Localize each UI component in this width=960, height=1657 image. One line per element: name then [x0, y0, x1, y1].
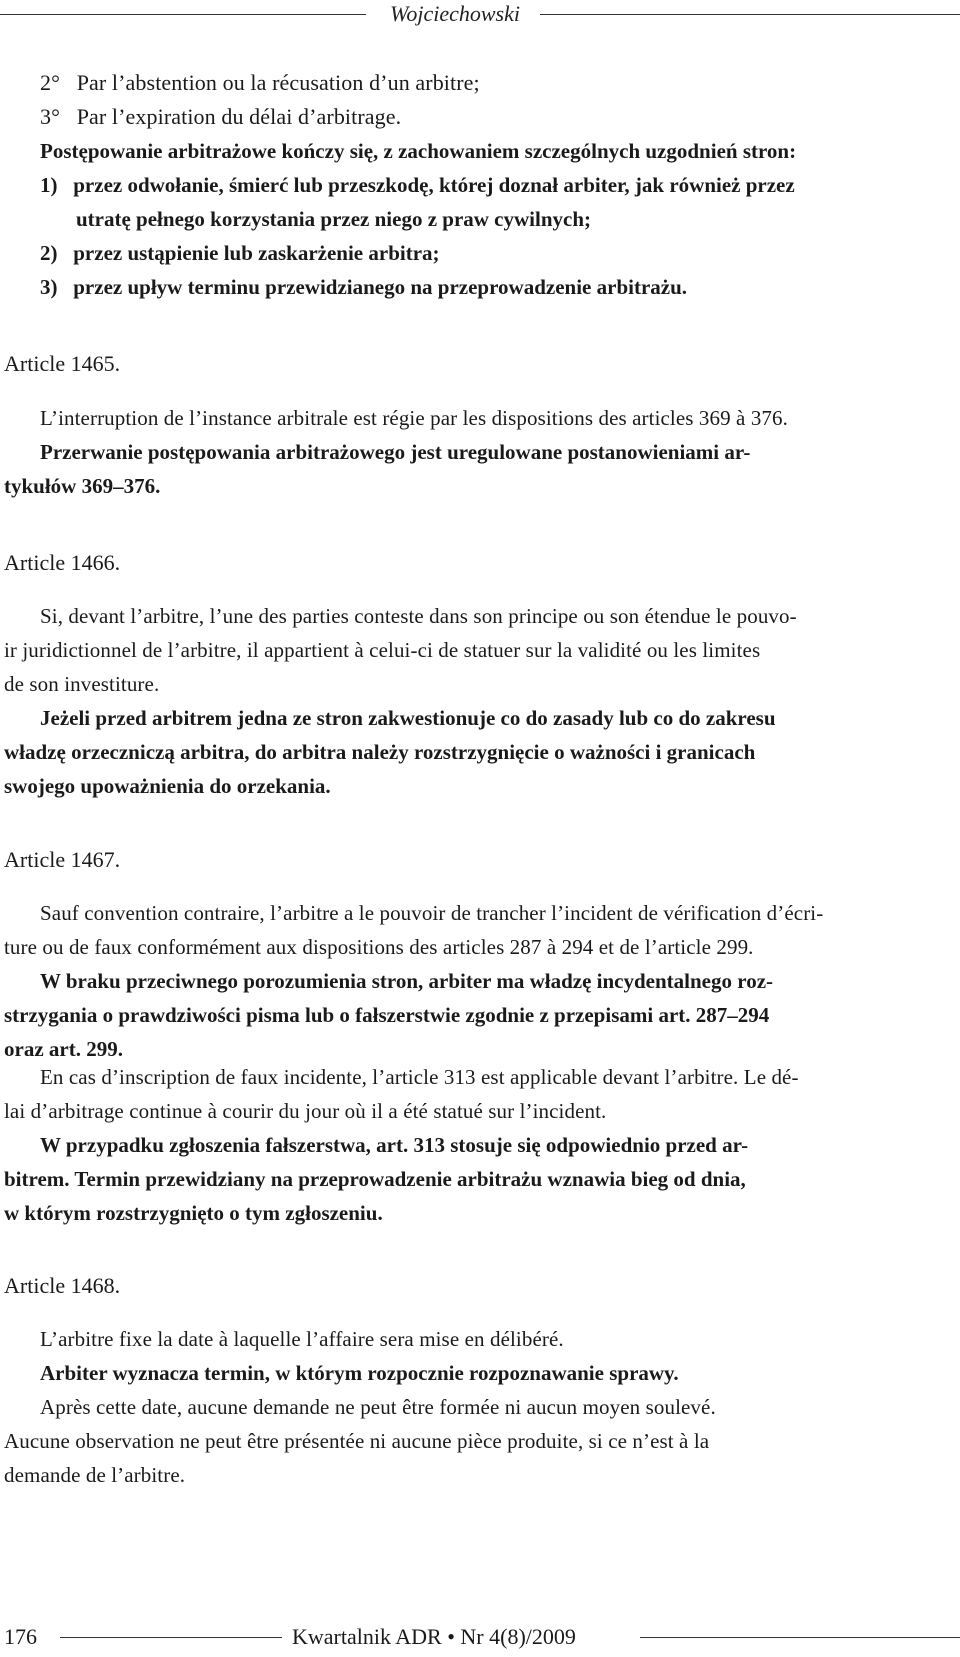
- text-line: oraz art. 299.: [4, 1037, 123, 1061]
- text-line: demande de l’arbitre.: [4, 1463, 186, 1487]
- text-line: Postępowanie arbitrażowe kończy się, z zachowaniem szczególnych uzgodnień stron:: [40, 139, 797, 163]
- text-line: de son investiture.: [4, 672, 160, 696]
- footer-rule-left: [60, 1637, 282, 1638]
- text-line: utratę pełnego korzystania przez niego z praw cywilnych;: [76, 207, 592, 231]
- header-author: Wojciechowski: [390, 1, 520, 26]
- text-line: 1) przez odwołanie, śmierć lub przeszkodę, której doznał arbiter, jak również przez: [40, 173, 795, 197]
- article-heading: Article 1468.: [4, 1273, 121, 1298]
- text-line: bitrem. Termin przewidziany na przeprowadzenie arbitrażu wznawia bieg od dnia,: [4, 1167, 746, 1191]
- header-rule-right: [540, 14, 960, 15]
- page-footer: [0, 1622, 960, 1656]
- text-line: Après cette date, aucune demande ne peut être formée ni aucun moyen soulevé.: [40, 1395, 716, 1419]
- text-line: Sauf convention contraire, l’arbitre a le pouvoir de trancher l’incident de vérification d’écri-: [40, 901, 824, 925]
- journal-title: Kwartalnik ADR • Nr 4(8)/2009: [292, 1624, 576, 1649]
- article-heading: Article 1467.: [4, 847, 121, 872]
- text-line: 3° Par l’expiration du délai d’arbitrage.: [40, 104, 402, 129]
- text-line: Jeżeli przed arbitrem jedna ze stron zakwestionuje co do zasady lub co do zakresu: [40, 706, 776, 730]
- running-header: [0, 0, 960, 36]
- text-line: ir juridictionnel de l’arbitre, il appartient à celui-ci de statuer sur la validité ou les limites: [4, 638, 761, 662]
- text-line: władzę orzeczniczą arbitra, do arbitra należy rozstrzygnięcie o ważności i granicach: [4, 740, 756, 764]
- text-line: ture ou de faux conformément aux dispositions des articles 287 à 294 et de l’article 299.: [4, 935, 754, 959]
- text-line: Arbiter wyznacza termin, w którym rozpocznie rozpoznawanie sprawy.: [40, 1361, 679, 1385]
- page-number: 176: [4, 1624, 37, 1649]
- text-line: W braku przeciwnego porozumienia stron, arbiter ma władzę incydentalnego roz-: [40, 969, 774, 993]
- footer-rule-right: [640, 1637, 960, 1638]
- text-line: w którym rozstrzygnięto o tym zgłoszeniu.: [4, 1201, 383, 1225]
- text-line: 2° Par l’abstention ou la récusation d’un arbitre;: [40, 70, 480, 95]
- text-line: Si, devant l’arbitre, l’une des parties conteste dans son principe ou son étendue le pouvo-: [40, 604, 797, 628]
- text-line: tykułów 369–376.: [4, 474, 161, 498]
- header-rule-left: [0, 14, 366, 15]
- article-heading: Article 1465.: [4, 351, 121, 376]
- text-line: W przypadku zgłoszenia fałszerstwa, art. 313 stosuje się odpowiednio przed ar-: [40, 1133, 749, 1157]
- text-line: En cas d’inscription de faux incidente, l’article 313 est applicable devant l’arbitre. Le dé-: [40, 1065, 799, 1089]
- text-line: L’interruption de l’instance arbitrale est régie par les dispositions des articles 369 à 376.: [40, 406, 788, 430]
- text-line: L’arbitre fixe la date à laquelle l’affaire sera mise en délibéré.: [40, 1327, 564, 1351]
- article-heading: Article 1466.: [4, 550, 121, 575]
- text-line: 2) przez ustąpienie lub zaskarżenie arbitra;: [40, 241, 440, 265]
- text-line: Przerwanie postępowania arbitrażowego jest uregulowane postanowieniami ar-: [40, 440, 751, 464]
- text-line: swojego upoważnienia do orzekania.: [4, 774, 331, 798]
- text-line: strzygania o prawdziwości pisma lub o fałszerstwie zgodnie z przepisami art. 287–294: [4, 1003, 770, 1027]
- text-line: lai d’arbitrage continue à courir du jour où il a été statué sur l’incident.: [4, 1099, 607, 1123]
- text-line: Aucune observation ne peut être présentée ni aucune pièce produite, si ce n’est à la: [4, 1429, 710, 1453]
- text-line: 3) przez upływ terminu przewidzianego na przeprowadzenie arbitrażu.: [40, 275, 688, 299]
